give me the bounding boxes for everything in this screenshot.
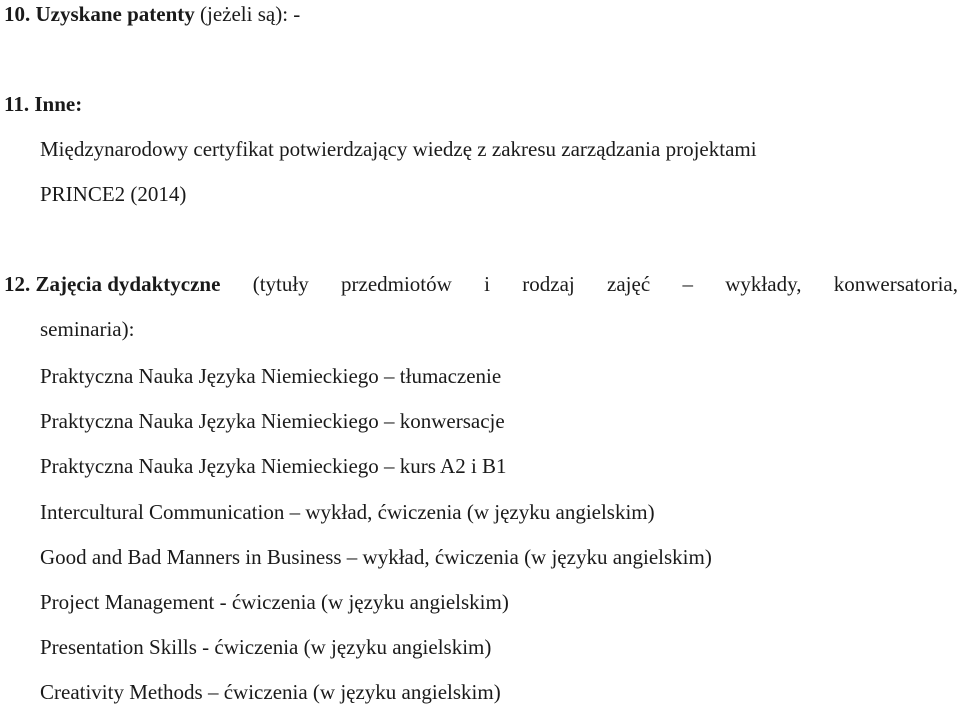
- intro-word: wykłady,: [725, 272, 802, 296]
- intro-word: –: [682, 272, 693, 296]
- section-12-title: Zajęcia dydaktyczne: [35, 272, 221, 296]
- intro-word: konwersatoria,: [833, 272, 958, 296]
- course-item: Praktyczna Nauka Języka Niemieckiego – konwersacje: [40, 409, 505, 433]
- intro-word: i: [484, 272, 490, 296]
- course-item: Project Management - ćwiczenia (w języku angielskim): [40, 590, 509, 614]
- section-12-heading: [4, 272, 958, 296]
- intro-word: zajęć: [607, 272, 651, 296]
- intro-word: (tytuły: [252, 272, 309, 296]
- section-12-number: 12.: [4, 272, 31, 296]
- section-11-number: 11.: [4, 92, 30, 116]
- section-11-line: Międzynarodowy certyfikat potwierdzający wiedzę z zakresu zarządzania projektami: [40, 137, 757, 161]
- course-item: Intercultural Communication – wykład, ćwiczenia (w języku angielskim): [40, 500, 655, 524]
- course-item: Praktyczna Nauka Języka Niemieckiego – kurs A2 i B1: [40, 454, 507, 478]
- course-item: Creativity Methods – ćwiczenia (w języku angielskim): [40, 680, 501, 704]
- intro-word: rodzaj: [522, 272, 575, 296]
- section-11-title: Inne:: [34, 92, 83, 116]
- section-10-suffix: (jeżeli są): -: [200, 2, 301, 26]
- section-10-number: 10.: [4, 2, 31, 26]
- course-item: Good and Bad Manners in Business – wykład, ćwiczenia (w języku angielskim): [40, 545, 712, 569]
- section-11-line: PRINCE2 (2014): [40, 182, 187, 206]
- section-10-heading: [4, 2, 300, 26]
- section-11-heading: [4, 92, 82, 116]
- course-item: Praktyczna Nauka Języka Niemieckiego – tłumaczenie: [40, 364, 502, 388]
- course-item: Presentation Skills - ćwiczenia (w języku angielskim): [40, 635, 492, 659]
- section-10-title: Uzyskane patenty: [35, 2, 195, 26]
- intro-word: przedmiotów: [341, 272, 452, 296]
- section-12-intro-continuation: seminaria):: [40, 317, 135, 341]
